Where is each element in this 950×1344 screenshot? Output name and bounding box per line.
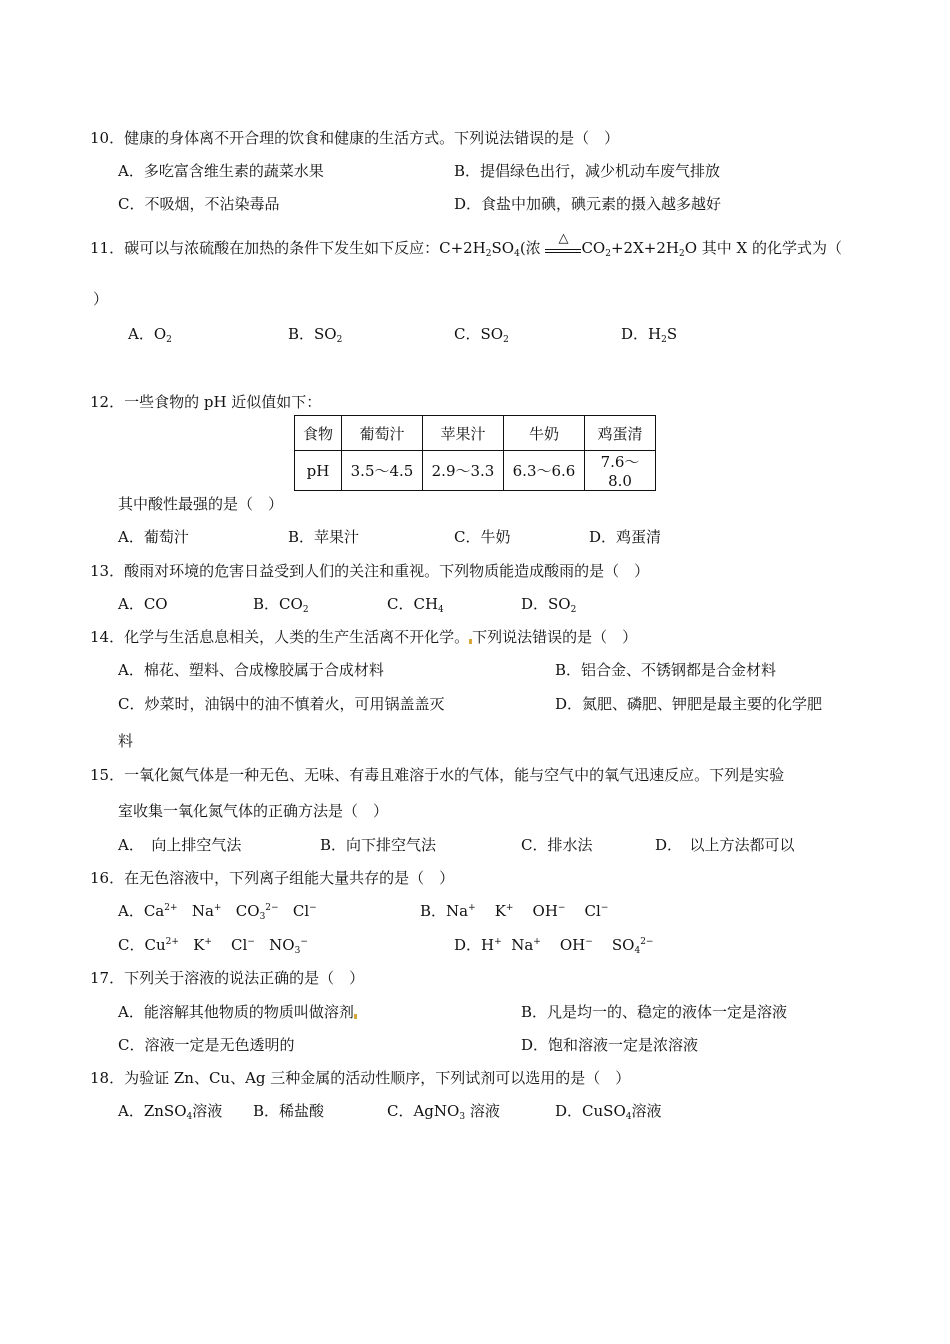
q16-option-b: B．Na+ K+ OH− Cl− xyxy=(420,902,609,920)
q11-option-a: A．$O_2$ xyxy=(128,325,172,345)
q15-option-a: A． 向上排空气法 xyxy=(118,836,242,854)
q15-option-b: B．向下排空气法 xyxy=(320,836,437,854)
table-row xyxy=(295,451,656,491)
table-cell: 鸡蛋清 xyxy=(585,416,656,451)
table-cell: pH xyxy=(295,451,342,491)
q14-option-b: B．铝合金、不锈钢都是合金材料 xyxy=(555,661,777,679)
q11-option-d: D．$H_2S$ xyxy=(621,325,678,345)
table-cell: 7.6～8.0 xyxy=(585,451,656,491)
q12-option-c: C．牛奶 xyxy=(454,528,511,546)
stray-mark xyxy=(354,1014,357,1019)
table-cell: 牛奶 xyxy=(504,416,585,451)
q17-stem: 17．下列关于溶液的说法正确的是（ ） xyxy=(90,969,365,987)
q17-option-d: D．饱和溶液一定是浓溶液 xyxy=(521,1036,699,1054)
q17-option-b: B．凡是均一的、稳定的液体一定是溶液 xyxy=(521,1003,788,1021)
q18-option-b: B．稀盐酸 xyxy=(253,1102,325,1120)
q10-option-c: C．不吸烟，不沾染毒品 xyxy=(118,195,280,213)
q18-option-c: C．AgNO$_3$ 溶液 xyxy=(387,1102,500,1122)
q10-stem: 10．健康的身体离不开合理的饮食和健康的生活方式。下列说法错误的是（ ） xyxy=(90,129,620,147)
q13-option-b: B．$CO_2$ xyxy=(253,595,309,615)
table-cell: 6.3～6.6 xyxy=(504,451,585,491)
q18-option-a: A．ZnSO$_4$溶液 xyxy=(118,1102,223,1122)
q17-option-c: C．溶液一定是无色透明的 xyxy=(118,1036,295,1054)
ph-table xyxy=(294,415,656,491)
q15-stem-line2: 室收集一氧化氮气体的正确方法是（ ） xyxy=(118,802,389,820)
table-cell: 葡萄汁 xyxy=(342,416,423,451)
table-cell: 2.9～3.3 xyxy=(423,451,504,491)
q14-option-d: D．氮肥、磷肥、钾肥是最主要的化学肥 xyxy=(555,695,823,713)
q13-option-a: A．CO xyxy=(118,595,168,613)
q11-stem-close: ） xyxy=(93,290,109,308)
q18-option-d: D．CuSO$_4$溶液 xyxy=(555,1102,662,1122)
q12-option-d: D．鸡蛋清 xyxy=(589,528,662,546)
q15-option-c: C．排水法 xyxy=(521,836,593,854)
table-cell: 3.5～4.5 xyxy=(342,451,423,491)
q14-option-a: A．棉花、塑料、合成橡胶属于合成材料 xyxy=(118,661,384,679)
q17-option-a: A．能溶解其他物质的物质叫做溶剂 xyxy=(118,1002,357,1022)
q11-option-c: C．$SO_2$ xyxy=(454,325,509,345)
q10-option-d: D．食盐中加碘，碘元素的摄入越多越好 xyxy=(454,195,722,213)
q10-option-a: A．多吃富含维生素的蔬菜水果 xyxy=(118,162,324,180)
table-cell: 苹果汁 xyxy=(423,416,504,451)
q12-question: 其中酸性最强的是（ ） xyxy=(118,495,284,513)
q13-stem: 13．酸雨对环境的危害日益受到人们的关注和重视。下列物质能造成酸雨的是（ ） xyxy=(90,562,650,580)
q15-stem-line1: 15．一氧化氮气体是一种无色、无味、有毒且难溶于水的气体，能与空气中的氧气迅速反应。下列是实验 xyxy=(90,766,785,784)
heating-condition-sign: △ xyxy=(545,238,581,253)
q16-option-d: D．H+ Na+ OH− $SO_4^{2-}$ xyxy=(454,936,654,956)
q11-stem: 11．碳可以与浓硫酸在加热的条件下发生如下反应：$C+2H_2SO_4$(浓 △ $CO_2+2X+2H_2O$ 其中 X 的化学式为（ xyxy=(90,231,842,259)
table-row xyxy=(295,416,656,451)
q13-option-d: D．$SO_2$ xyxy=(521,595,577,615)
q12-option-b: B．苹果汁 xyxy=(288,528,360,546)
q13-option-c: C．$CH_4$ xyxy=(387,595,444,615)
q11-option-b: B．$SO_2$ xyxy=(288,325,343,345)
q18-stem: 18．为验证 Zn、Cu、Ag 三种金属的活动性顺序，下列试剂可以选用的是（ ） xyxy=(90,1069,631,1087)
q10-option-b: B．提倡绿色出行，减少机动车废气排放 xyxy=(454,162,721,180)
q14-option-c: C．炒菜时，油锅中的油不慎着火，可用锅盖盖灭 xyxy=(118,695,445,713)
table-cell: 食物 xyxy=(295,416,342,451)
q16-option-a: A．$Ca^{2+}$ Na+ $CO_3^{2-}$ Cl− xyxy=(118,902,317,922)
q14-option-d-cont: 料 xyxy=(118,732,134,750)
q16-option-c: C．$Cu^{2+}$ K+ Cl− $NO_3^-$ xyxy=(118,936,308,956)
q12-option-a: A．葡萄汁 xyxy=(118,528,189,546)
q16-stem: 16．在无色溶液中，下列离子组能大量共存的是（ ） xyxy=(90,869,455,887)
q12-stem: 12．一些食物的 pH 近似值如下： xyxy=(90,393,322,411)
q15-option-d: D． 以上方法都可以 xyxy=(655,836,795,854)
q14-stem: 14．化学与生活息息相关，人类的生产生活离不开化学。 下列说法错误的是（ ） xyxy=(90,628,638,646)
